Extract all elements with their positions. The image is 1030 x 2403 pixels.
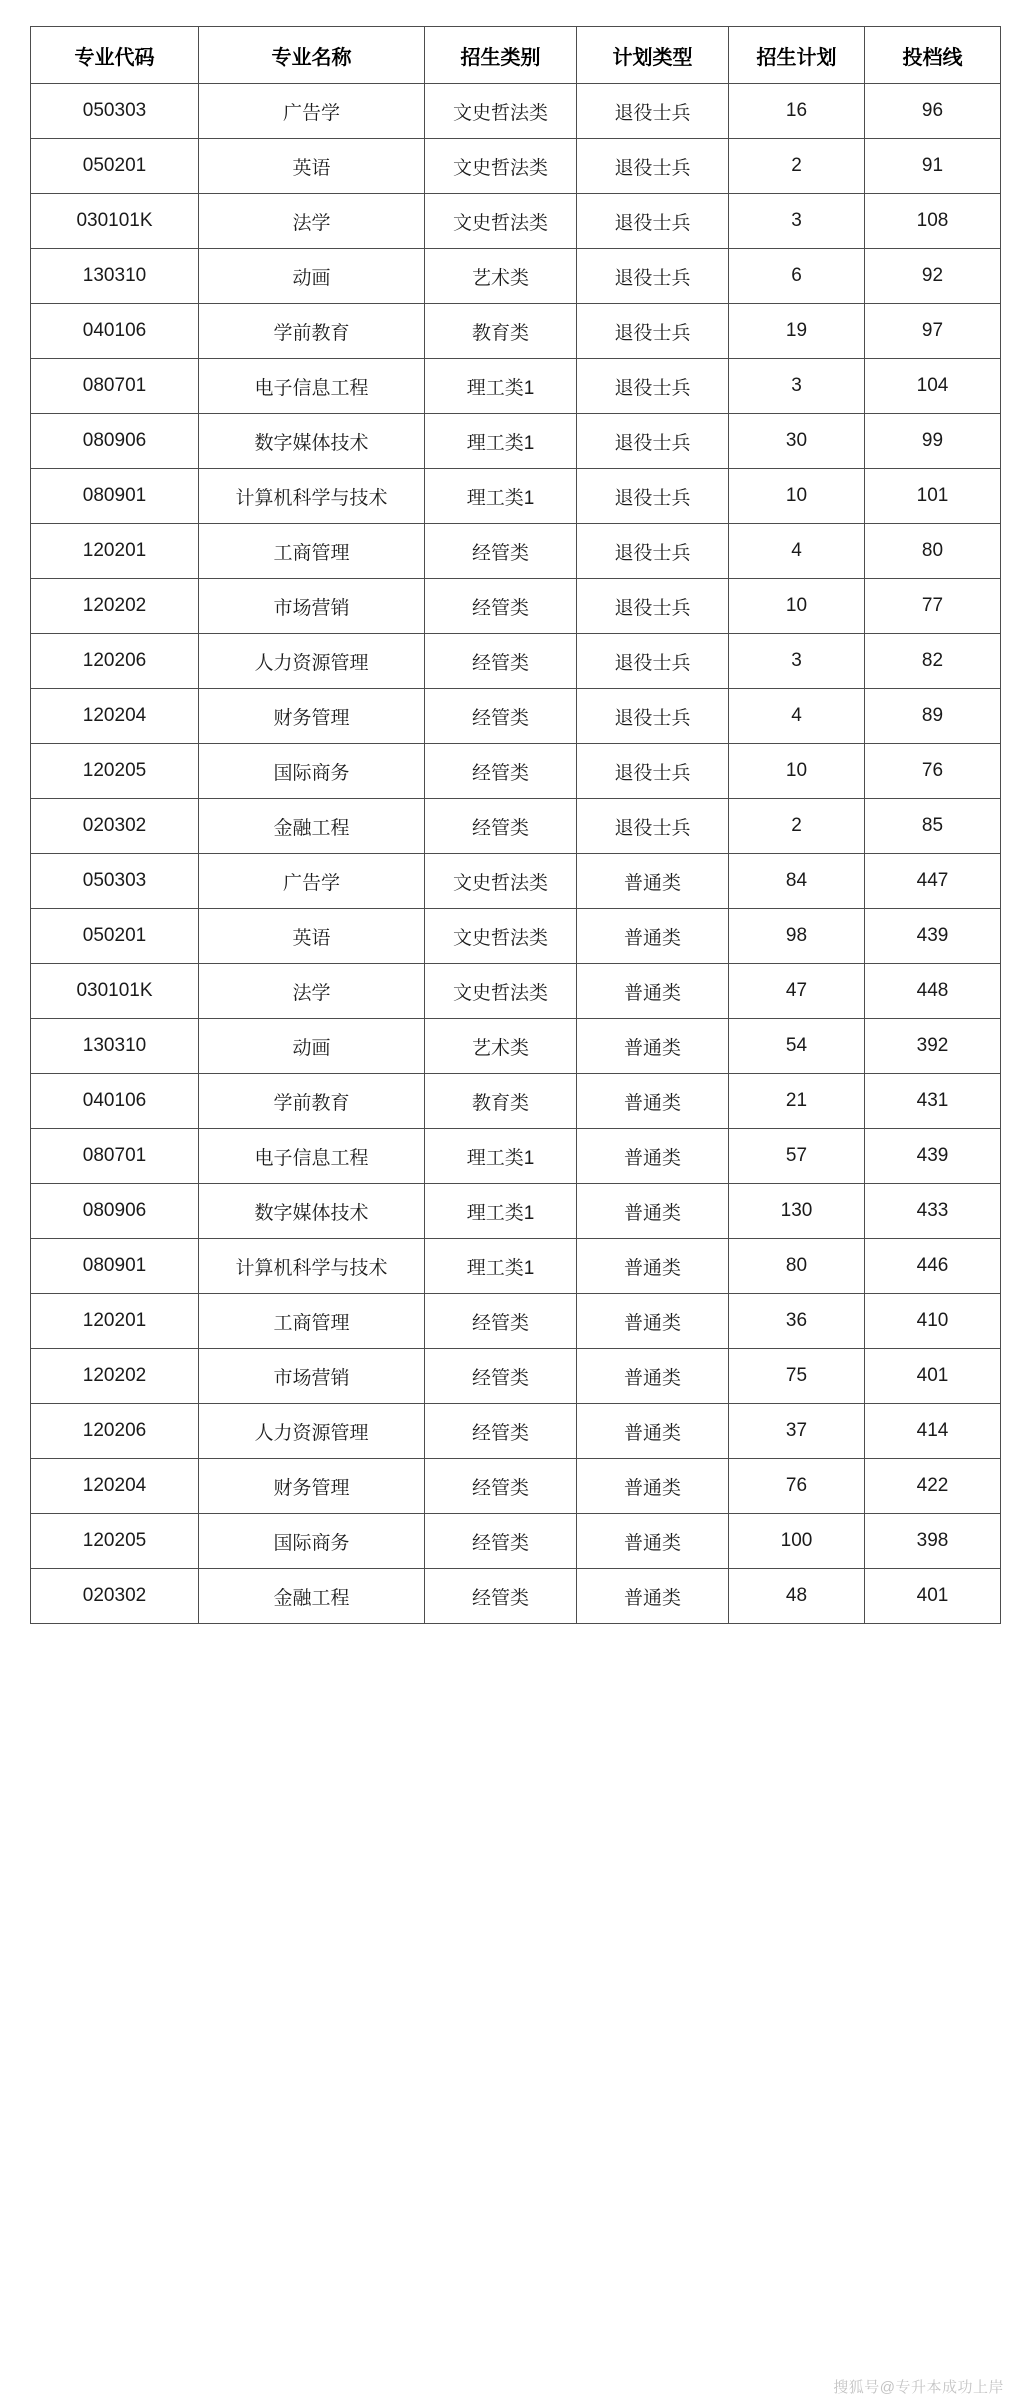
- table-row: [31, 1459, 1001, 1514]
- cell-major-name: 动画: [199, 1019, 425, 1074]
- cell-score-line: 448: [865, 964, 1001, 1019]
- cell-admission-category: 理工类1: [425, 1184, 577, 1239]
- cell-major-code: 040106: [31, 1074, 199, 1129]
- cell-admission-category: 文史哲法类: [425, 964, 577, 1019]
- cell-major-code: 130310: [31, 1019, 199, 1074]
- cell-major-name: 电子信息工程: [199, 1129, 425, 1184]
- cell-score-line: 80: [865, 524, 1001, 579]
- table-row: [31, 414, 1001, 469]
- cell-score-line: 401: [865, 1569, 1001, 1624]
- table-row: [31, 1569, 1001, 1624]
- cell-major-name: 国际商务: [199, 1514, 425, 1569]
- cell-plan-type: 退役士兵: [577, 469, 729, 524]
- table-row: [31, 909, 1001, 964]
- table-row: [31, 634, 1001, 689]
- cell-enrollment-plan: 10: [729, 744, 865, 799]
- table-row: [31, 469, 1001, 524]
- cell-admission-category: 艺术类: [425, 1019, 577, 1074]
- cell-major-code: 120202: [31, 579, 199, 634]
- cell-major-code: 020302: [31, 1569, 199, 1624]
- cell-major-code: 080901: [31, 1239, 199, 1294]
- cell-plan-type: 普通类: [577, 1129, 729, 1184]
- column-header-major-name: 专业名称: [199, 27, 425, 84]
- column-header-score-line: 投档线: [865, 27, 1001, 84]
- cell-score-line: 447: [865, 854, 1001, 909]
- column-header-plan-type: 计划类型: [577, 27, 729, 84]
- cell-plan-type: 退役士兵: [577, 414, 729, 469]
- cell-admission-category: 理工类1: [425, 469, 577, 524]
- cell-enrollment-plan: 21: [729, 1074, 865, 1129]
- cell-admission-category: 经管类: [425, 524, 577, 579]
- cell-major-code: 020302: [31, 799, 199, 854]
- cell-plan-type: 退役士兵: [577, 194, 729, 249]
- cell-score-line: 77: [865, 579, 1001, 634]
- cell-score-line: 104: [865, 359, 1001, 414]
- cell-enrollment-plan: 57: [729, 1129, 865, 1184]
- table-row: [31, 1294, 1001, 1349]
- watermark: [833, 2376, 1004, 2397]
- cell-major-code: 120204: [31, 689, 199, 744]
- table-row: [31, 84, 1001, 139]
- cell-score-line: 85: [865, 799, 1001, 854]
- cell-major-code: 050201: [31, 139, 199, 194]
- cell-enrollment-plan: 98: [729, 909, 865, 964]
- cell-major-code: 120204: [31, 1459, 199, 1514]
- table-row: [31, 964, 1001, 1019]
- cell-score-line: 398: [865, 1514, 1001, 1569]
- cell-admission-category: 艺术类: [425, 249, 577, 304]
- cell-admission-category: 文史哲法类: [425, 139, 577, 194]
- cell-plan-type: 退役士兵: [577, 84, 729, 139]
- cell-major-code: 050303: [31, 854, 199, 909]
- cell-enrollment-plan: 3: [729, 634, 865, 689]
- table-row: [31, 1349, 1001, 1404]
- cell-major-name: 金融工程: [199, 799, 425, 854]
- cell-admission-category: 经管类: [425, 634, 577, 689]
- cell-major-name: 学前教育: [199, 1074, 425, 1129]
- cell-admission-category: 理工类1: [425, 1239, 577, 1294]
- cell-admission-category: 理工类1: [425, 1129, 577, 1184]
- cell-admission-category: 文史哲法类: [425, 909, 577, 964]
- cell-enrollment-plan: 4: [729, 524, 865, 579]
- table-row: [31, 1239, 1001, 1294]
- cell-plan-type: 普通类: [577, 1404, 729, 1459]
- cell-major-code: 120201: [31, 524, 199, 579]
- cell-major-name: 人力资源管理: [199, 1404, 425, 1459]
- table-body: [31, 84, 1001, 1624]
- table-row: [31, 744, 1001, 799]
- cell-major-code: 030101K: [31, 194, 199, 249]
- table-row: [31, 304, 1001, 359]
- cell-admission-category: 经管类: [425, 1294, 577, 1349]
- table-row: [31, 359, 1001, 414]
- cell-plan-type: 普通类: [577, 1459, 729, 1514]
- cell-plan-type: 退役士兵: [577, 249, 729, 304]
- cell-major-code: 040106: [31, 304, 199, 359]
- cell-plan-type: 退役士兵: [577, 744, 729, 799]
- cell-admission-category: 经管类: [425, 579, 577, 634]
- cell-major-code: 080901: [31, 469, 199, 524]
- cell-major-name: 广告学: [199, 84, 425, 139]
- table-header-row: [31, 27, 1001, 84]
- cell-enrollment-plan: 3: [729, 194, 865, 249]
- cell-admission-category: 理工类1: [425, 414, 577, 469]
- cell-score-line: 101: [865, 469, 1001, 524]
- cell-major-code: 080701: [31, 359, 199, 414]
- cell-admission-category: 经管类: [425, 744, 577, 799]
- cell-enrollment-plan: 48: [729, 1569, 865, 1624]
- cell-major-name: 人力资源管理: [199, 634, 425, 689]
- cell-major-code: 030101K: [31, 964, 199, 1019]
- cell-score-line: 392: [865, 1019, 1001, 1074]
- cell-score-line: 439: [865, 1129, 1001, 1184]
- cell-plan-type: 退役士兵: [577, 799, 729, 854]
- cell-plan-type: 普通类: [577, 1569, 729, 1624]
- cell-plan-type: 普通类: [577, 1074, 729, 1129]
- cell-admission-category: 经管类: [425, 1459, 577, 1514]
- table-row: [31, 1514, 1001, 1569]
- table-row: [31, 1129, 1001, 1184]
- cell-enrollment-plan: 47: [729, 964, 865, 1019]
- cell-plan-type: 普通类: [577, 1019, 729, 1074]
- cell-admission-category: 经管类: [425, 799, 577, 854]
- cell-enrollment-plan: 2: [729, 799, 865, 854]
- cell-score-line: 76: [865, 744, 1001, 799]
- cell-enrollment-plan: 10: [729, 469, 865, 524]
- cell-major-name: 英语: [199, 139, 425, 194]
- cell-major-code: 120205: [31, 744, 199, 799]
- cell-major-name: 法学: [199, 194, 425, 249]
- cell-plan-type: 退役士兵: [577, 689, 729, 744]
- cell-score-line: 99: [865, 414, 1001, 469]
- cell-plan-type: 退役士兵: [577, 634, 729, 689]
- cell-major-code: 080906: [31, 414, 199, 469]
- cell-plan-type: 普通类: [577, 1294, 729, 1349]
- cell-major-name: 英语: [199, 909, 425, 964]
- cell-enrollment-plan: 76: [729, 1459, 865, 1514]
- table-header: [31, 27, 1001, 84]
- cell-plan-type: 普通类: [577, 1349, 729, 1404]
- cell-major-name: 金融工程: [199, 1569, 425, 1624]
- cell-plan-type: 普通类: [577, 909, 729, 964]
- cell-enrollment-plan: 16: [729, 84, 865, 139]
- table-row: [31, 139, 1001, 194]
- cell-score-line: 410: [865, 1294, 1001, 1349]
- cell-plan-type: 退役士兵: [577, 524, 729, 579]
- cell-major-name: 市场营销: [199, 579, 425, 634]
- cell-score-line: 431: [865, 1074, 1001, 1129]
- cell-major-name: 财务管理: [199, 689, 425, 744]
- cell-admission-category: 文史哲法类: [425, 84, 577, 139]
- cell-score-line: 96: [865, 84, 1001, 139]
- cell-major-code: 130310: [31, 249, 199, 304]
- cell-plan-type: 普通类: [577, 1514, 729, 1569]
- table-row: [31, 854, 1001, 909]
- cell-admission-category: 经管类: [425, 1514, 577, 1569]
- cell-plan-type: 退役士兵: [577, 579, 729, 634]
- cell-score-line: 401: [865, 1349, 1001, 1404]
- cell-major-name: 工商管理: [199, 524, 425, 579]
- table-row: [31, 799, 1001, 854]
- cell-enrollment-plan: 2: [729, 139, 865, 194]
- cell-plan-type: 普通类: [577, 1184, 729, 1239]
- cell-major-code: 120201: [31, 1294, 199, 1349]
- cell-score-line: 422: [865, 1459, 1001, 1514]
- cell-major-code: 120206: [31, 634, 199, 689]
- cell-admission-category: 经管类: [425, 1404, 577, 1459]
- cell-admission-category: 教育类: [425, 1074, 577, 1129]
- watermark-text: 搜狐号@专升本成功上岸: [833, 2379, 1004, 2396]
- cell-major-code: 120202: [31, 1349, 199, 1404]
- cell-major-code: 050201: [31, 909, 199, 964]
- cell-major-name: 电子信息工程: [199, 359, 425, 414]
- cell-enrollment-plan: 10: [729, 579, 865, 634]
- cell-major-name: 财务管理: [199, 1459, 425, 1514]
- cell-score-line: 82: [865, 634, 1001, 689]
- table-row: [31, 249, 1001, 304]
- cell-admission-category: 文史哲法类: [425, 194, 577, 249]
- cell-enrollment-plan: 84: [729, 854, 865, 909]
- cell-major-code: 080906: [31, 1184, 199, 1239]
- cell-enrollment-plan: 30: [729, 414, 865, 469]
- admission-score-table: [30, 26, 1001, 1624]
- cell-enrollment-plan: 36: [729, 1294, 865, 1349]
- cell-enrollment-plan: 37: [729, 1404, 865, 1459]
- cell-enrollment-plan: 75: [729, 1349, 865, 1404]
- cell-major-name: 计算机科学与技术: [199, 469, 425, 524]
- table-row: [31, 579, 1001, 634]
- cell-admission-category: 经管类: [425, 689, 577, 744]
- cell-plan-type: 普通类: [577, 854, 729, 909]
- cell-major-code: 120205: [31, 1514, 199, 1569]
- cell-admission-category: 文史哲法类: [425, 854, 577, 909]
- column-header-enrollment-plan: 招生计划: [729, 27, 865, 84]
- cell-enrollment-plan: 130: [729, 1184, 865, 1239]
- cell-major-name: 学前教育: [199, 304, 425, 359]
- table-row: [31, 194, 1001, 249]
- table-row: [31, 1404, 1001, 1459]
- table-row: [31, 689, 1001, 744]
- cell-plan-type: 退役士兵: [577, 359, 729, 414]
- cell-score-line: 433: [865, 1184, 1001, 1239]
- cell-major-name: 市场营销: [199, 1349, 425, 1404]
- cell-enrollment-plan: 4: [729, 689, 865, 744]
- cell-score-line: 414: [865, 1404, 1001, 1459]
- cell-enrollment-plan: 19: [729, 304, 865, 359]
- cell-enrollment-plan: 80: [729, 1239, 865, 1294]
- cell-score-line: 439: [865, 909, 1001, 964]
- cell-score-line: 89: [865, 689, 1001, 744]
- cell-admission-category: 理工类1: [425, 359, 577, 414]
- cell-admission-category: 经管类: [425, 1569, 577, 1624]
- cell-major-name: 数字媒体技术: [199, 414, 425, 469]
- cell-major-name: 动画: [199, 249, 425, 304]
- cell-major-name: 国际商务: [199, 744, 425, 799]
- cell-score-line: 108: [865, 194, 1001, 249]
- table-row: [31, 1074, 1001, 1129]
- cell-major-name: 数字媒体技术: [199, 1184, 425, 1239]
- cell-admission-category: 教育类: [425, 304, 577, 359]
- table-row: [31, 524, 1001, 579]
- cell-enrollment-plan: 6: [729, 249, 865, 304]
- cell-enrollment-plan: 54: [729, 1019, 865, 1074]
- cell-enrollment-plan: 3: [729, 359, 865, 414]
- cell-plan-type: 普通类: [577, 964, 729, 1019]
- cell-score-line: 91: [865, 139, 1001, 194]
- cell-major-code: 120206: [31, 1404, 199, 1459]
- cell-score-line: 92: [865, 249, 1001, 304]
- cell-major-code: 050303: [31, 84, 199, 139]
- cell-major-name: 计算机科学与技术: [199, 1239, 425, 1294]
- cell-plan-type: 退役士兵: [577, 304, 729, 359]
- table-row: [31, 1019, 1001, 1074]
- cell-admission-category: 经管类: [425, 1349, 577, 1404]
- cell-major-name: 工商管理: [199, 1294, 425, 1349]
- cell-plan-type: 普通类: [577, 1239, 729, 1294]
- column-header-major-code: 专业代码: [31, 27, 199, 84]
- table-row: [31, 1184, 1001, 1239]
- cell-major-name: 广告学: [199, 854, 425, 909]
- cell-enrollment-plan: 100: [729, 1514, 865, 1569]
- cell-score-line: 446: [865, 1239, 1001, 1294]
- cell-score-line: 97: [865, 304, 1001, 359]
- cell-major-code: 080701: [31, 1129, 199, 1184]
- cell-plan-type: 退役士兵: [577, 139, 729, 194]
- column-header-admission-category: 招生类别: [425, 27, 577, 84]
- cell-major-name: 法学: [199, 964, 425, 1019]
